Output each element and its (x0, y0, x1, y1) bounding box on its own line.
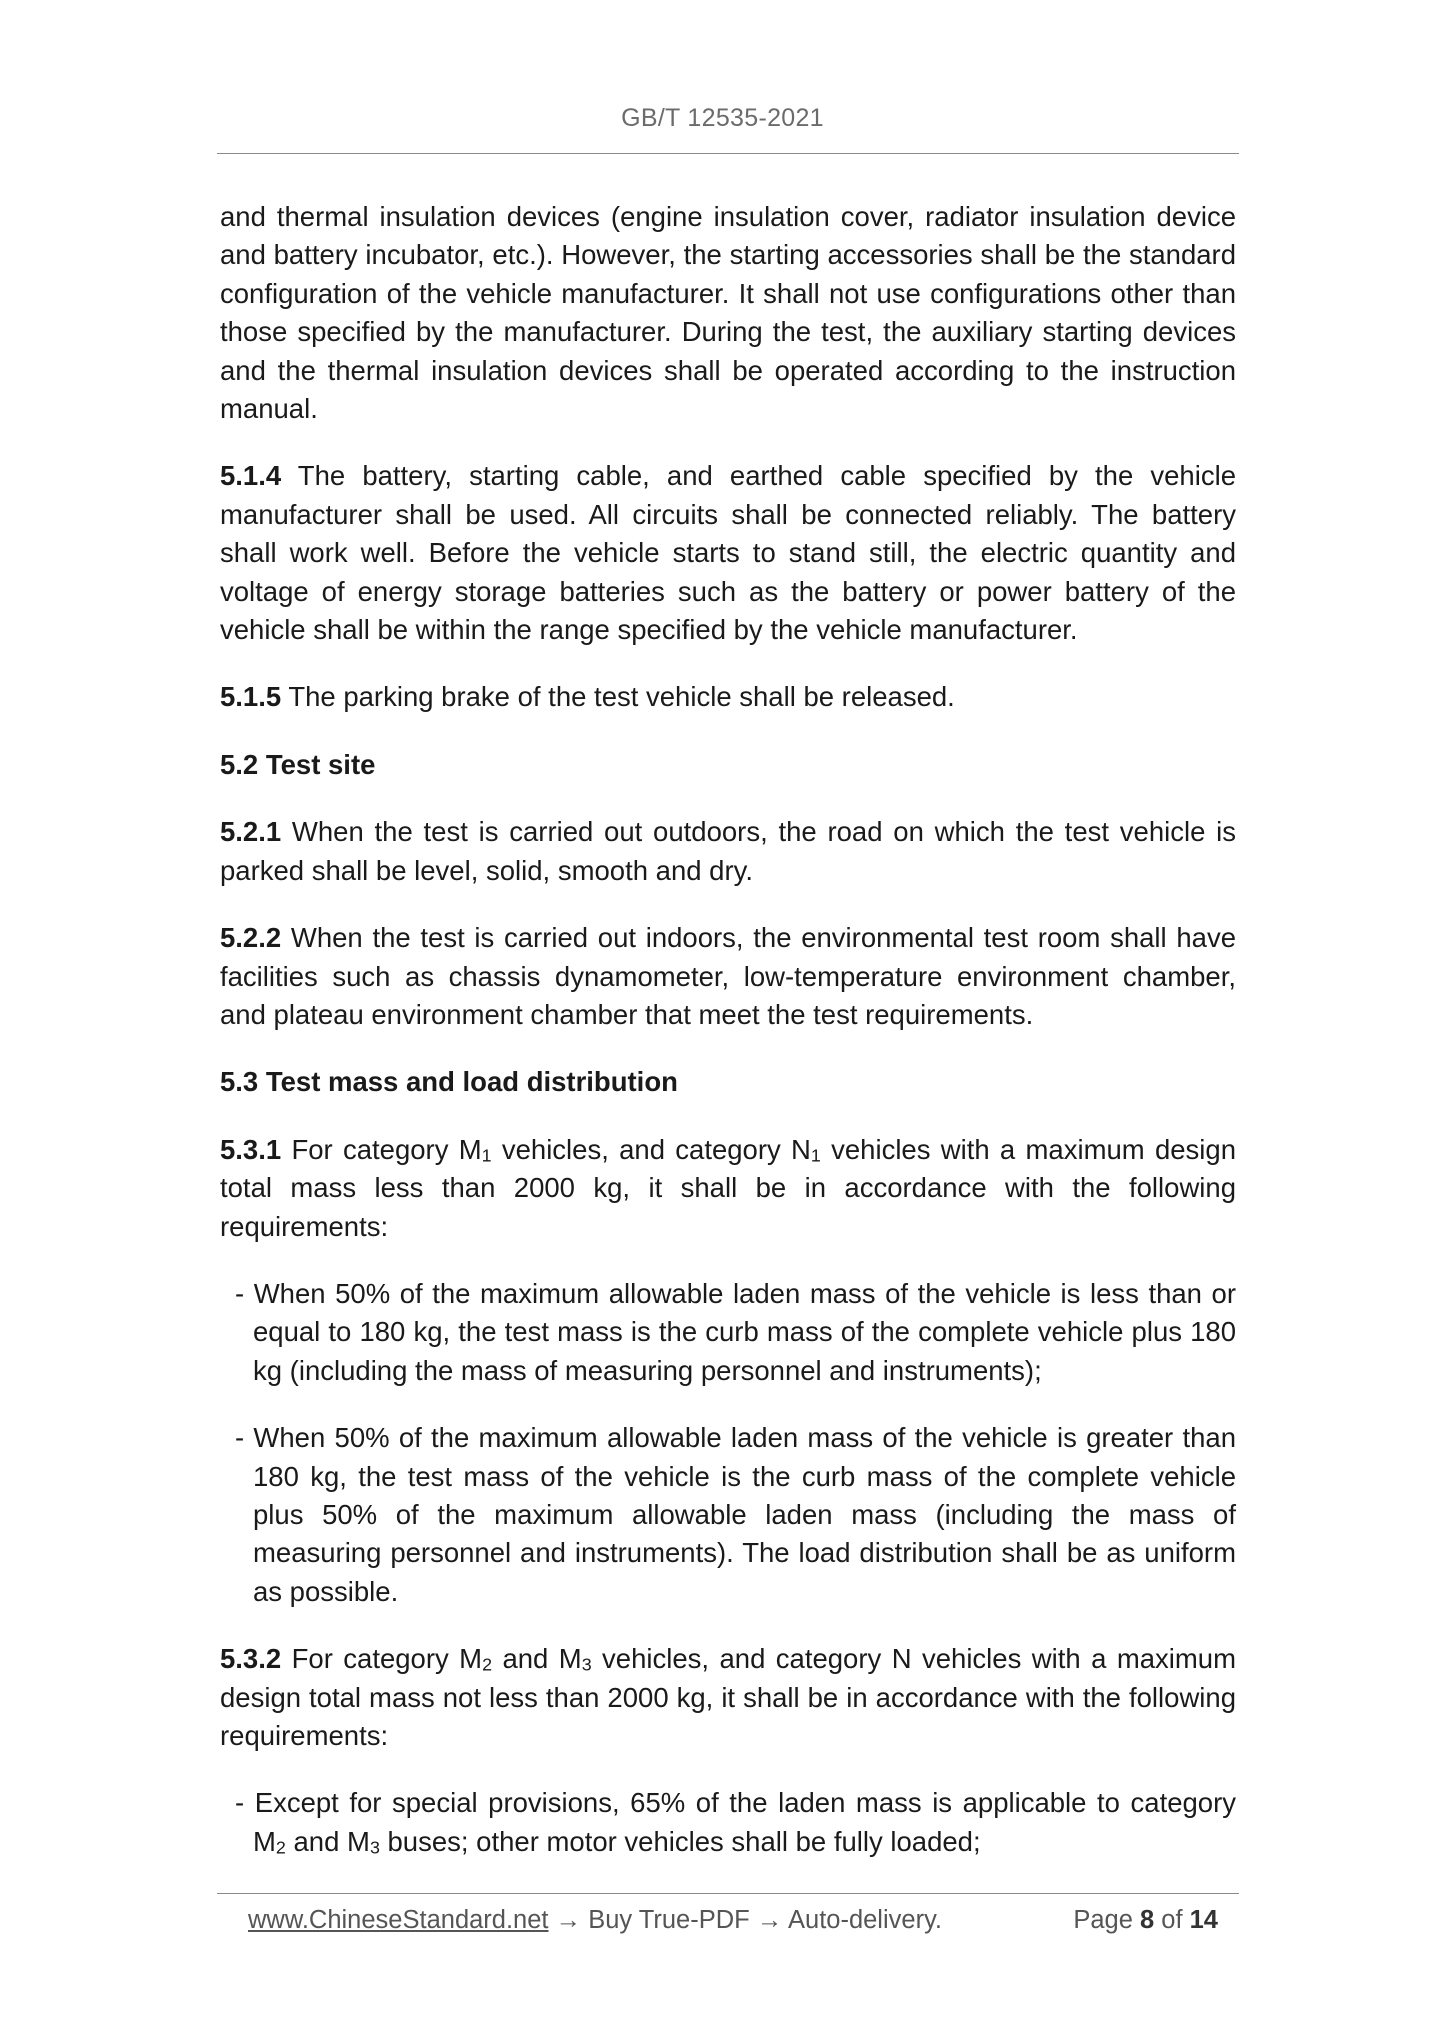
list-item-dash-1: - When 50% of the maximum allowable laden mass of the vehicle is less than or equal to 180 kg, the test mass is the curb mass of the complete vehicle plus 180 kg (including the mass of measuring personnel and instruments); (235, 1277, 1236, 1386)
list-text: and M (285, 1825, 370, 1857)
arrow-icon: → (548, 1906, 589, 1934)
clause-5-3-2 (220, 1640, 1236, 1755)
subscript: 1 (810, 1145, 821, 1166)
clause-5-2-2 (220, 919, 1236, 1034)
clause-number: 5.1.4 (220, 460, 282, 492)
list-text: buses; other motor vehicles shall be fully loaded; (379, 1825, 981, 1857)
clause-number: 5.3.2 (220, 1643, 282, 1675)
clause-text: For category M (281, 1133, 482, 1165)
page-body (220, 198, 1236, 1890)
auto-delivery-text: Auto-delivery. (788, 1906, 943, 1934)
subscript: 2 (482, 1654, 493, 1675)
buy-true-pdf-text: Buy True-PDF (588, 1906, 750, 1934)
clause-5-1-4 (220, 457, 1236, 649)
clause-number: 5.2.1 (220, 816, 282, 848)
clause-text: The parking brake of the test vehicle shall be released. (281, 681, 955, 713)
page-indicator (1073, 1900, 1218, 1940)
clause-text: vehicles, and category N (491, 1133, 811, 1165)
list-item-dash-3 (235, 1784, 1236, 1861)
clause-text: vehicles, and category N vehicles with a maximum design total mass not less than 2000 kg, it shall be in accordance with the following requirements: (220, 1643, 1236, 1751)
document-header: GB/T 12535-2021 (621, 104, 824, 132)
page-number: 8 (1140, 1906, 1155, 1934)
subscript: 3 (369, 1837, 380, 1858)
clause-5-3-1 (220, 1131, 1236, 1246)
footer-divider (217, 1893, 1239, 1894)
subscript: 2 (275, 1837, 286, 1858)
clause-5-1-5 (220, 678, 1236, 716)
header-divider (217, 153, 1239, 154)
list-item-dash-2: - When 50% of the maximum allowable laden mass of the vehicle is greater than 180 kg, the test mass of the vehicle is the curb mass of the complete vehicle plus 50% of the maximum allowable laden mass (including the mass of measuring personnel and instruments). The load distribution shall be as uniform as possible. (235, 1422, 1236, 1607)
clause-text: and M (492, 1643, 582, 1675)
clause-text: vehicles with a maximum design total mass less than 2000 kg, it shall be in accordance with the following requirements: (220, 1133, 1236, 1242)
clause-text: When the test is carried out indoors, the environmental test room shall have facilities such as chassis dynamometer, low-temperature environment chamber, and plateau environment chamber that meet the test requirements. (220, 922, 1236, 1030)
website-link[interactable]: www.ChineseStandard.net (248, 1906, 549, 1934)
subscript: 1 (481, 1145, 492, 1166)
page-footer (248, 1900, 1218, 1940)
clause-number: 5.3.1 (220, 1133, 282, 1165)
list-text: - Except for special provisions, 65% of the laden mass is applicable to category M (235, 1787, 1236, 1857)
section-heading-5-2: 5.2 Test site (220, 748, 376, 780)
subscript: 3 (581, 1654, 592, 1675)
clause-text: When the test is carried out outdoors, the road on which the test vehicle is parked shall be level, solid, smooth and dry. (220, 816, 1236, 886)
paragraph-intro: and thermal insulation devices (engine insulation cover, radiator insulation device and battery incubator, etc.). However, the starting accessories shall be the standard configuration of the vehicle manufacturer. It shall not use configurations other than those specified by the manufacturer. During the test, the auxiliary starting devices and the thermal insulation devices shall be operated according to the instruction manual. (220, 201, 1236, 425)
section-heading-5-3: 5.3 Test mass and load distribution (220, 1066, 678, 1098)
page-total: 14 (1189, 1906, 1218, 1934)
arrow-icon: → (749, 1906, 788, 1934)
clause-number: 5.2.2 (220, 922, 282, 954)
clause-5-2-1 (220, 813, 1236, 890)
page-label: Page (1073, 1906, 1140, 1934)
clause-number: 5.1.5 (220, 681, 282, 713)
of-label: of (1154, 1906, 1190, 1934)
clause-text: The battery, starting cable, and earthed cable specified by the vehicle manufacturer shall be used. All circuits shall be connected reliably. The battery shall work well. Before the vehicle starts to stand still, the electric quantity and voltage of energy storage batteries such as the battery or power battery of the vehicle shall be within the range specified by the vehicle manufacturer. (220, 460, 1236, 646)
clause-text: For category M (281, 1643, 483, 1675)
